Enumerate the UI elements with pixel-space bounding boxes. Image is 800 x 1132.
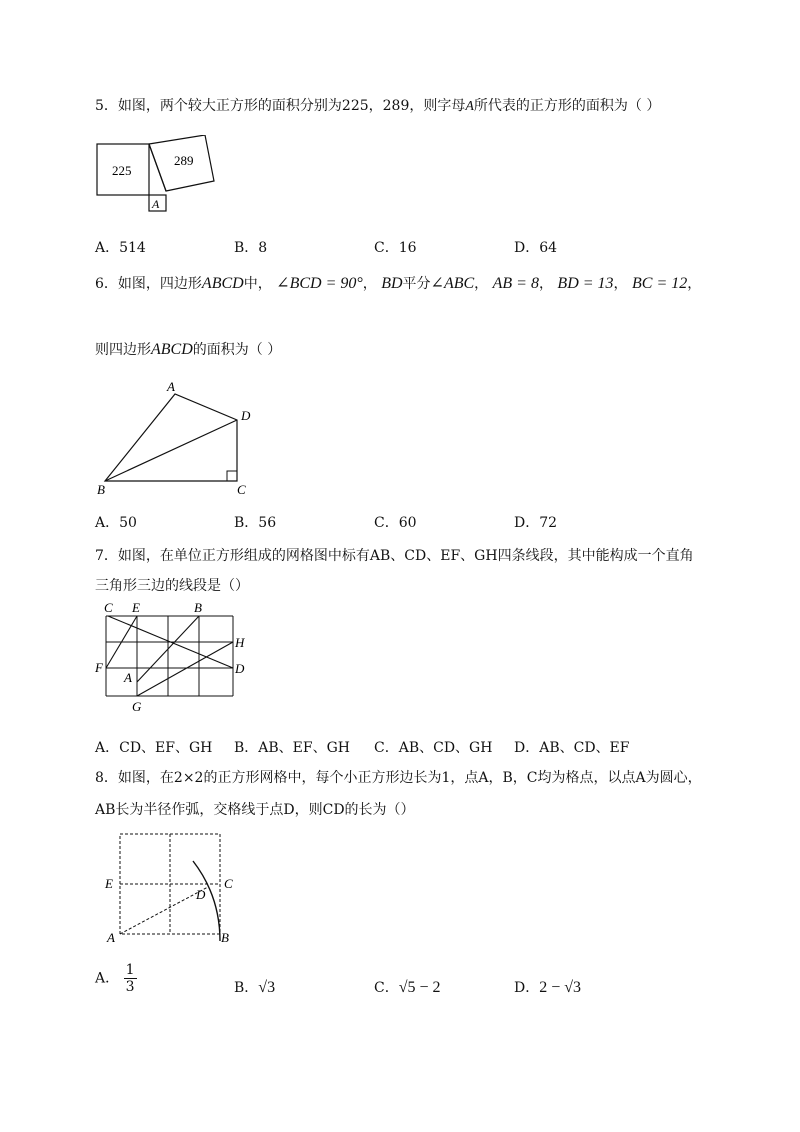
q5-label-a: A (152, 197, 160, 211)
q6-right-angle-mark (227, 471, 237, 481)
q6-cond-1: ∠BCD = 90° (276, 275, 363, 292)
q6-cond-3: AB = 8 (492, 275, 539, 292)
q7-label-g: G (132, 699, 142, 714)
q7-stem-line2: 三角形三边的线段是（） (95, 578, 249, 594)
q6-quadrilateral (105, 394, 237, 481)
q8-label-b: B (221, 930, 229, 945)
q6-label-b: B (97, 482, 105, 497)
q8-option-d[interactable] (514, 978, 581, 998)
q6-text-1: 6．如图，四边形 (95, 276, 202, 292)
q7-label-h: H (235, 635, 245, 650)
q5-stem (95, 96, 660, 117)
q8-label-d: D (196, 887, 206, 902)
q8-label-c: C (224, 876, 233, 891)
q7-option-d[interactable]: D．AB、CD、EF (514, 740, 630, 756)
q8-option-b-label: B． (234, 980, 259, 996)
q8-figure (95, 826, 245, 946)
q8-option-c-value: √5 − 2 (398, 979, 441, 996)
q5-option-c[interactable]: C．16 (374, 240, 417, 256)
q7-label-e: E (132, 600, 140, 615)
q7-segment-gh (137, 642, 233, 696)
q8-option-b[interactable] (234, 978, 275, 998)
q5-option-b[interactable]: B．8 (234, 240, 268, 256)
q8-option-a-denominator: 3 (125, 979, 135, 995)
q8-stem-line2: AB长为半径作弧，交格线于点D，则CD的长为（） (95, 802, 415, 818)
q6-option-d[interactable]: D．72 (514, 515, 558, 531)
q8-option-a-fraction (124, 962, 137, 995)
q5-hypotenuse (149, 144, 166, 191)
q7-stem-line1: 7．如图，在单位正方形组成的网格图中标有AB、CD、EF、GH四条线段，其中能构成一个直角 (95, 548, 694, 564)
q6-cond-2c: ∠ABC (430, 275, 475, 292)
q6-text-4: 的面积为（ ） (192, 342, 282, 358)
q6-diagonal-bd (105, 420, 237, 481)
q6-stem-line1 (95, 274, 701, 294)
q8-label-a: A (107, 930, 115, 945)
q7-label-a: A (124, 670, 132, 685)
q8-option-d-label: D． (514, 980, 540, 996)
q6-stem-line2 (95, 340, 281, 360)
q8-option-c-label: C． (374, 980, 399, 996)
q7-option-a[interactable]: A．CD、EF、GH (95, 740, 213, 756)
q8-option-a-numerator: 1 (125, 962, 135, 978)
q5-stem-post: 所代表的正方形的面积为（ ） (473, 98, 661, 114)
q7-label-c: C (104, 600, 113, 615)
q6-cond-4: BD = 13 (557, 275, 614, 292)
q6-option-a[interactable]: A．50 (95, 515, 137, 531)
q5-label-225: 225 (112, 163, 132, 178)
q5-label-289: 289 (174, 153, 194, 168)
q6-sep-4: ， (613, 276, 628, 292)
q7-label-b: B (194, 600, 202, 615)
q7-option-b[interactable]: B．AB、EF、GH (234, 740, 351, 756)
q7-label-d: D (235, 661, 245, 676)
q6-option-b[interactable]: B．56 (234, 515, 277, 531)
q8-grid (120, 834, 220, 934)
q8-option-b-value: √3 (258, 979, 276, 996)
q5-stem-var: A (465, 99, 474, 114)
q5-option-d[interactable]: D．64 (514, 240, 558, 256)
q8-segment-ad (120, 887, 208, 934)
q8-option-d-value: 2 − √3 (539, 979, 582, 996)
q8-label-e: E (105, 876, 113, 891)
q6-label-d: D (241, 408, 251, 423)
q6-quad-1: ABCD (201, 275, 244, 292)
q6-sep-1: ， (362, 276, 377, 292)
q6-label-a: A (167, 379, 175, 394)
q5-option-a[interactable]: A．514 (95, 240, 146, 256)
q8-option-a-label: A． (95, 970, 120, 987)
q6-sep-3: ， (538, 276, 553, 292)
q6-cond-2b: 平分 (402, 276, 431, 292)
q6-quad-2: ABCD (151, 341, 193, 358)
q6-cond-5: BC = 12 (632, 275, 688, 292)
q6-sep-5: ， (687, 276, 702, 292)
q6-figure (90, 378, 260, 498)
q7-figure (90, 600, 255, 715)
q6-cond-2a: BD (381, 275, 403, 292)
q6-label-c: C (237, 482, 246, 497)
q8-option-a[interactable] (95, 962, 137, 995)
q6-text-2: 中， (243, 276, 272, 292)
q5-stem-pre: 5．如图，两个较大正方形的面积分别为225，289，则字母 (95, 98, 466, 114)
q8-stem-line1: 8．如图，在2×2的正方形网格中，每个小正方形边长为1，点A，B，C均为格点，以点A为圆心， (95, 770, 702, 786)
q7-option-c[interactable]: C．AB、CD、GH (374, 740, 493, 756)
q6-text-3: 则四边形 (95, 342, 151, 358)
q7-label-f: F (95, 660, 103, 675)
q8-option-c[interactable] (374, 978, 441, 998)
q6-option-c[interactable]: C．60 (374, 515, 417, 531)
q6-sep-2: ， (474, 276, 489, 292)
q5-figure (90, 135, 230, 215)
